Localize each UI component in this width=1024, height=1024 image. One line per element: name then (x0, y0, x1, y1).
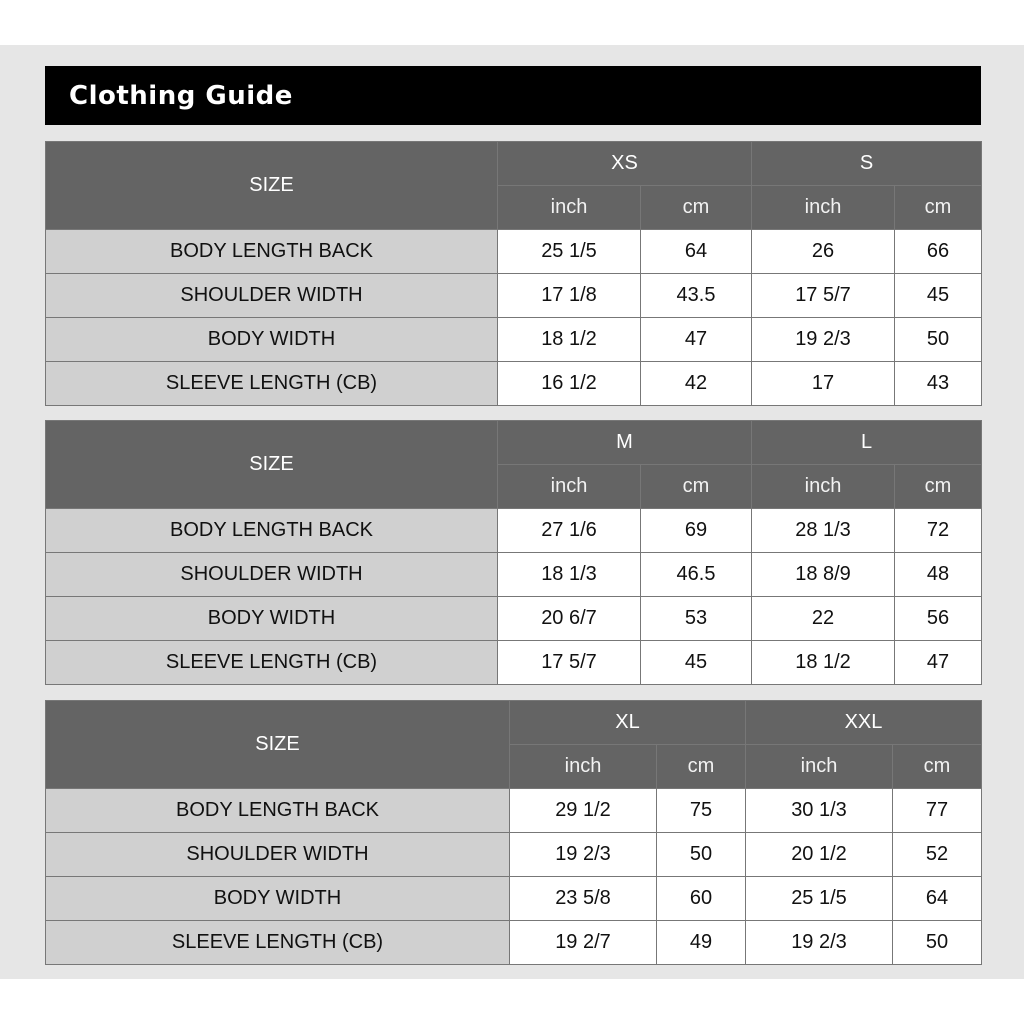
table-cell: 19 2/3 (746, 921, 893, 965)
size-column-header: SIZE (46, 421, 498, 509)
table-cell: 75 (657, 789, 746, 833)
table-cell: 77 (893, 789, 982, 833)
table-cell: 50 (893, 921, 982, 965)
unit-header-inch: inch (510, 745, 657, 789)
table-row (46, 230, 982, 274)
table-cell: 17 5/7 (498, 641, 641, 685)
size-header-xs: XS (498, 142, 752, 186)
row-label: SHOULDER WIDTH (46, 553, 498, 597)
table-cell: 25 1/5 (746, 877, 893, 921)
table-cell: 26 (752, 230, 895, 274)
size-header-l: L (752, 421, 982, 465)
table-row (46, 789, 982, 833)
row-label: SLEEVE LENGTH (CB) (46, 641, 498, 685)
table-cell: 72 (895, 509, 982, 553)
table-row (46, 362, 982, 406)
unit-header-cm: cm (895, 465, 982, 509)
unit-header-cm: cm (657, 745, 746, 789)
table-cell: 45 (895, 274, 982, 318)
table-row (46, 597, 982, 641)
row-label: BODY WIDTH (46, 597, 498, 641)
table-cell: 19 2/3 (752, 318, 895, 362)
size-header-xxl: XXL (746, 701, 982, 745)
table-row (46, 553, 982, 597)
table-cell: 19 2/3 (510, 833, 657, 877)
row-label: BODY LENGTH BACK (46, 509, 498, 553)
table-cell: 60 (657, 877, 746, 921)
unit-header-inch: inch (752, 465, 895, 509)
size-header-s: S (752, 142, 982, 186)
size-header-m: M (498, 421, 752, 465)
unit-header-cm: cm (641, 186, 752, 230)
size-header-xl: XL (510, 701, 746, 745)
table-cell: 20 6/7 (498, 597, 641, 641)
table-cell: 66 (895, 230, 982, 274)
table-cell: 43 (895, 362, 982, 406)
row-label: BODY WIDTH (46, 318, 498, 362)
unit-header-cm: cm (641, 465, 752, 509)
table-row (46, 877, 982, 921)
row-label: SHOULDER WIDTH (46, 274, 498, 318)
table-cell: 42 (641, 362, 752, 406)
unit-header-inch: inch (752, 186, 895, 230)
table-row (46, 641, 982, 685)
table-cell: 47 (641, 318, 752, 362)
table-cell: 45 (641, 641, 752, 685)
table-cell: 18 1/3 (498, 553, 641, 597)
row-label: SLEEVE LENGTH (CB) (46, 362, 498, 406)
table-cell: 18 1/2 (498, 318, 641, 362)
size-table-m-l (45, 420, 982, 685)
unit-header-cm: cm (895, 186, 982, 230)
table-cell: 18 1/2 (752, 641, 895, 685)
unit-header-inch: inch (746, 745, 893, 789)
row-label: SLEEVE LENGTH (CB) (46, 921, 510, 965)
table-cell: 17 1/8 (498, 274, 641, 318)
table-cell: 46.5 (641, 553, 752, 597)
table-cell: 64 (641, 230, 752, 274)
guide-title-bar (45, 66, 981, 125)
size-table-xl-xxl (45, 700, 982, 965)
table-cell: 17 5/7 (752, 274, 895, 318)
table-cell: 64 (893, 877, 982, 921)
table-row (46, 921, 982, 965)
table-cell: 29 1/2 (510, 789, 657, 833)
row-label: SHOULDER WIDTH (46, 833, 510, 877)
table-cell: 18 8/9 (752, 553, 895, 597)
table-cell: 50 (895, 318, 982, 362)
table-cell: 19 2/7 (510, 921, 657, 965)
table-cell: 52 (893, 833, 982, 877)
table-cell: 22 (752, 597, 895, 641)
unit-header-inch: inch (498, 465, 641, 509)
table-cell: 49 (657, 921, 746, 965)
unit-header-inch: inch (498, 186, 641, 230)
table-cell: 56 (895, 597, 982, 641)
row-label: BODY LENGTH BACK (46, 789, 510, 833)
row-label: BODY WIDTH (46, 877, 510, 921)
table-cell: 23 5/8 (510, 877, 657, 921)
table-row (46, 318, 982, 362)
size-table-xs-s (45, 141, 982, 406)
table-cell: 69 (641, 509, 752, 553)
table-cell: 28 1/3 (752, 509, 895, 553)
table-row (46, 509, 982, 553)
unit-header-cm: cm (893, 745, 982, 789)
table-cell: 48 (895, 553, 982, 597)
table-cell: 20 1/2 (746, 833, 893, 877)
table-cell: 17 (752, 362, 895, 406)
table-cell: 53 (641, 597, 752, 641)
table-cell: 27 1/6 (498, 509, 641, 553)
table-cell: 50 (657, 833, 746, 877)
table-cell: 47 (895, 641, 982, 685)
table-row (46, 274, 982, 318)
row-label: BODY LENGTH BACK (46, 230, 498, 274)
guide-title: Clothing Guide (69, 80, 293, 111)
table-cell: 30 1/3 (746, 789, 893, 833)
table-cell: 25 1/5 (498, 230, 641, 274)
table-cell: 43.5 (641, 274, 752, 318)
table-row (46, 833, 982, 877)
size-column-header: SIZE (46, 701, 510, 789)
size-column-header: SIZE (46, 142, 498, 230)
table-cell: 16 1/2 (498, 362, 641, 406)
